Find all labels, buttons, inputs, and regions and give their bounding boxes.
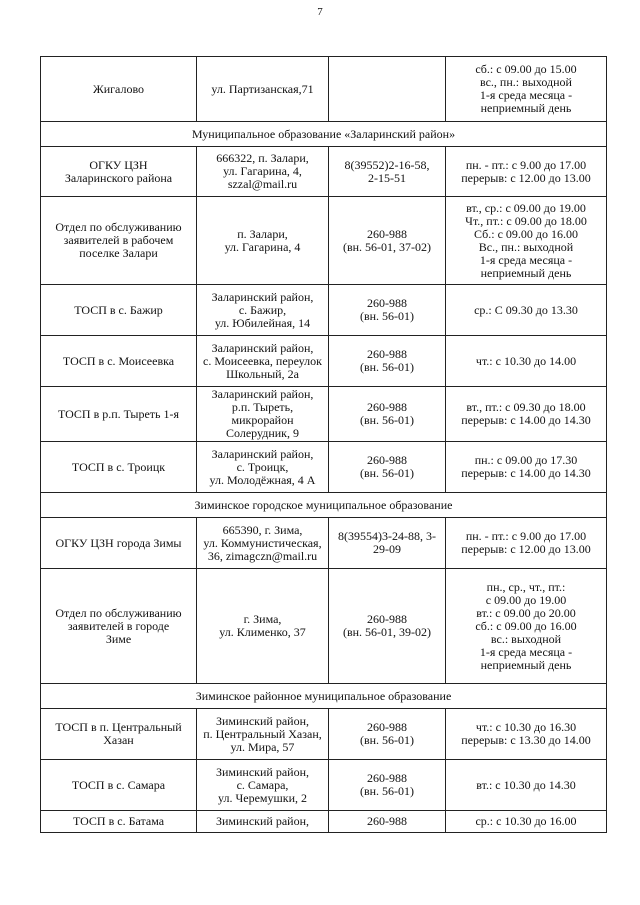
hours-cell: пн.: с 09.00 до 17.30 перерыв: с 14.00 до 14.30 [446, 442, 607, 493]
office-name-cell: ТОСП в с. Бажир [41, 285, 197, 336]
hours-cell: вт.: с 10.30 до 14.30 [446, 760, 607, 811]
table-row [41, 569, 607, 684]
office-name-cell: ТОСП в с. Моисеевка [41, 336, 197, 387]
office-name-cell: ОГКУ ЦЗН города Зимы [41, 518, 197, 569]
table-row [41, 147, 607, 197]
section-row [41, 684, 607, 709]
address-cell: Заларинский район, р.п. Тыреть, микрорайон Солерудник, 9 [197, 387, 329, 442]
address-cell: 666322, п. Залари, ул. Гагарина, 4, szzal@mail.ru [197, 147, 329, 197]
section-row [41, 122, 607, 147]
table-row [41, 760, 607, 811]
office-name-cell: ТОСП в с. Троицк [41, 442, 197, 493]
address-cell: г. Зима, ул. Клименко, 37 [197, 569, 329, 684]
page-number: 7 [317, 6, 323, 18]
phone-cell: 8(39552)2-16-58, 2-15-51 [329, 147, 446, 197]
address-cell: ул. Партизанская,71 [197, 57, 329, 122]
offices-table [40, 56, 607, 833]
address-cell: Зиминский район, п. Центральный Хазан, ул. Мира, 57 [197, 709, 329, 760]
address-cell: п. Залари, ул. Гагарина, 4 [197, 197, 329, 285]
phone-cell: 260-988 (вн. 56-01) [329, 387, 446, 442]
table-row [41, 197, 607, 285]
phone-cell: 260-988 (вн. 56-01) [329, 709, 446, 760]
address-cell: Зиминский район, [197, 811, 329, 833]
phone-cell: 260-988 (вн. 56-01) [329, 285, 446, 336]
office-name-cell: Жигалово [41, 57, 197, 122]
office-name-cell: Отдел по обслуживанию заявителей в городе Зиме [41, 569, 197, 684]
phone-cell [329, 57, 446, 122]
section-title: Зиминское районное муниципальное образование [41, 684, 607, 709]
address-cell: Зиминский район, с. Самара, ул. Черемушки, 2 [197, 760, 329, 811]
section-row [41, 493, 607, 518]
table-row [41, 57, 607, 122]
phone-cell: 260-988 (вн. 56-01, 37-02) [329, 197, 446, 285]
phone-cell: 260-988 (вн. 56-01) [329, 760, 446, 811]
hours-cell: ср.: с 10.30 до 16.00 [446, 811, 607, 833]
table-row [41, 285, 607, 336]
office-name-cell: Отдел по обслуживанию заявителей в рабочем поселке Залари [41, 197, 197, 285]
hours-cell: пн., ср., чт., пт.: с 09.00 до 19.00 вт.: с 09.00 до 20.00 сб.: с 09.00 до 16.00 вс.: выходной 1-я среда месяца - неприемный день [446, 569, 607, 684]
table-row [41, 811, 607, 833]
hours-cell: вт., ср.: с 09.00 до 19.00 Чт., пт.: с 09.00 до 18.00 Сб.: с 09.00 до 16.00 Вс., пн.: выходной 1-я среда месяца - неприемный день [446, 197, 607, 285]
hours-cell: вт., пт.: с 09.30 до 18.00 перерыв: с 14.00 до 14.30 [446, 387, 607, 442]
hours-cell: пн. - пт.: с 9.00 до 17.00 перерыв: с 12.00 до 13.00 [446, 518, 607, 569]
phone-cell: 260-988 [329, 811, 446, 833]
office-name-cell: ТОСП в с. Батама [41, 811, 197, 833]
table-row [41, 387, 607, 442]
section-title: Зиминское городское муниципальное образование [41, 493, 607, 518]
office-name-cell: ТОСП в с. Самара [41, 760, 197, 811]
address-cell: Заларинский район, с. Троицк, ул. Молодёжная, 4 А [197, 442, 329, 493]
hours-cell: ср.: С 09.30 до 13.30 [446, 285, 607, 336]
address-cell: Заларинский район, с. Бажир, ул. Юбилейная, 14 [197, 285, 329, 336]
hours-cell: чт.: с 10.30 до 16.30 перерыв: с 13.30 до 14.00 [446, 709, 607, 760]
address-cell: 665390, г. Зима, ул. Коммунистическая, 36, zimagczn@mail.ru [197, 518, 329, 569]
address-cell: Заларинский район, с. Моисеевка, переулок Школьный, 2а [197, 336, 329, 387]
table-row [41, 336, 607, 387]
table-row [41, 442, 607, 493]
phone-cell: 8(39554)3-24-88, 3- 29-09 [329, 518, 446, 569]
office-name-cell: ТОСП в р.п. Тыреть 1-я [41, 387, 197, 442]
table-row [41, 709, 607, 760]
phone-cell: 260-988 (вн. 56-01) [329, 336, 446, 387]
hours-cell: чт.: с 10.30 до 14.00 [446, 336, 607, 387]
phone-cell: 260-988 (вн. 56-01) [329, 442, 446, 493]
section-title: Муниципальное образование «Заларинский район» [41, 122, 607, 147]
table-row [41, 518, 607, 569]
hours-cell: пн. - пт.: с 9.00 до 17.00 перерыв: с 12.00 до 13.00 [446, 147, 607, 197]
hours-cell: сб.: с 09.00 до 15.00 вс., пн.: выходной 1-я среда месяца - неприемный день [446, 57, 607, 122]
phone-cell: 260-988 (вн. 56-01, 39-02) [329, 569, 446, 684]
office-name-cell: ОГКУ ЦЗН Заларинского района [41, 147, 197, 197]
office-name-cell: ТОСП в п. Центральный Хазан [41, 709, 197, 760]
